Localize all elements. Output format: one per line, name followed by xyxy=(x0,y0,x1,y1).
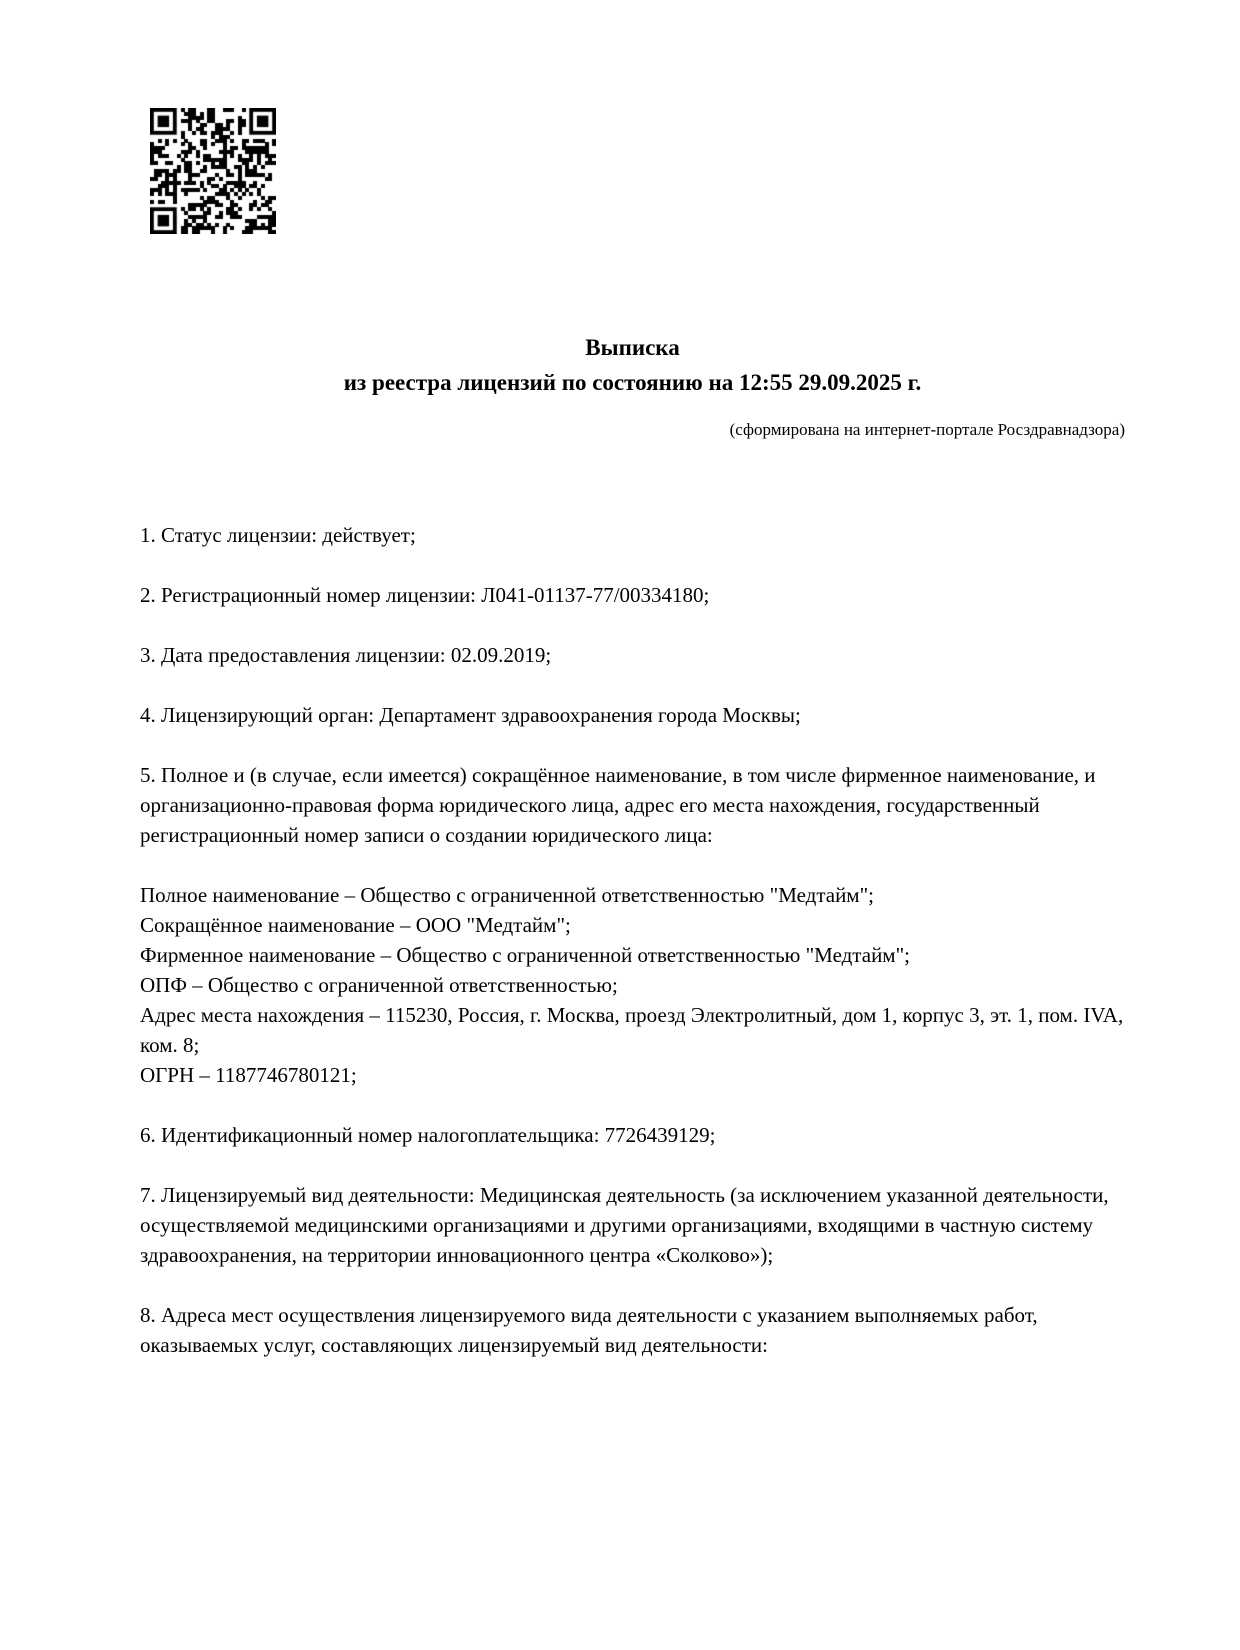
item-entity-intro: 5. Полное и (в случае, если имеется) сокращённое наименование, в том числе фирменное наименование, и организационно-правовая форма юридического лица, адрес его места нахождения, государственный регистрационный номер записи о создании юридического лица: xyxy=(140,763,1096,847)
entity-short-name: Сокращённое наименование – ООО "Медтайм"; xyxy=(140,913,571,937)
title-line-1: Выписка xyxy=(585,335,680,360)
qr-code xyxy=(150,108,276,234)
entity-ogrn: ОГРН – 1187746780121; xyxy=(140,1063,357,1087)
item-addresses-intro: 8. Адреса мест осуществления лицензируемого вида деятельности с указанием выполняемых работ, оказываемых услуг, составляющих лицензируемый вид деятельности: xyxy=(140,1303,1038,1357)
item-licensed-activity: 7. Лицензируемый вид деятельности: Медицинская деятельность (за исключением указанной деятельности, осуществляемой медицинскими организациями и другими организациями, входящими в частную систему здравоохранения, на территории инновационного центра «Сколково»); xyxy=(140,1183,1109,1267)
document-title xyxy=(140,330,1125,400)
entity-legal-form: ОПФ – Общество с ограниченной ответственностью; xyxy=(140,973,618,997)
title-line-2: из реестра лицензий по состоянию на 12:55 29.09.2025 г. xyxy=(343,370,922,395)
entity-full-name: Полное наименование – Общество с ограниченной ответственностью "Медтайм"; xyxy=(140,883,875,907)
document-body xyxy=(140,520,1125,1390)
item-licensing-authority: 4. Лицензирующий орган: Департамент здравоохранения города Москвы; xyxy=(140,703,801,727)
item-grant-date: 3. Дата предоставления лицензии: 02.09.2019; xyxy=(140,643,552,667)
item-license-status: 1. Статус лицензии: действует; xyxy=(140,523,416,547)
item-registration-number: 2. Регистрационный номер лицензии: Л041-01137-77/00334180; xyxy=(140,583,710,607)
entity-details xyxy=(140,880,1125,1090)
entity-address: Адрес места нахождения – 115230, Россия, г. Москва, проезд Электролитный, дом 1, корпус 3, эт. 1, пом. IVA, ком. 8; xyxy=(140,1003,1124,1057)
item-taxpayer-number: 6. Идентификационный номер налогоплательщика: 7726439129; xyxy=(140,1123,716,1147)
entity-brand-name: Фирменное наименование – Общество с ограниченной ответственностью "Медтайм"; xyxy=(140,943,910,967)
formation-note: (сформирована на интернет-портале Росздравнадзора) xyxy=(729,420,1125,439)
